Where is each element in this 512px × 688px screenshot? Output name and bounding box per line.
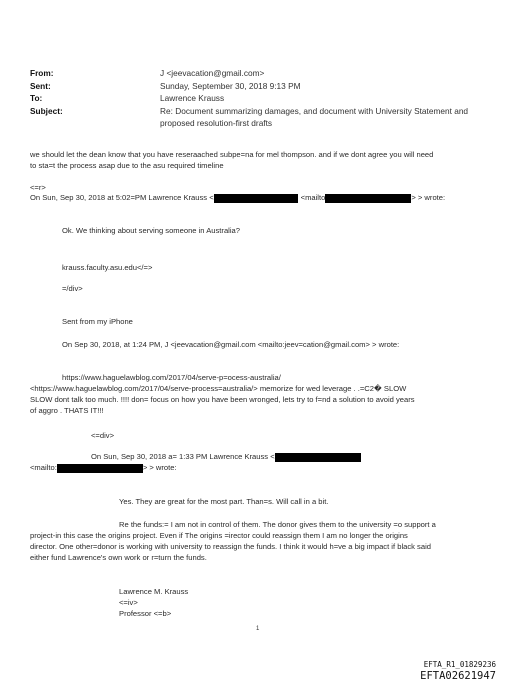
body-line-1: we should let the dean know that you have reseraached subpe=na for mel thompson. and if we dont agree you will need <box>30 150 434 159</box>
redaction-bar <box>57 464 143 473</box>
quote-header-1 <box>30 192 445 203</box>
from-label: From: <box>30 68 54 78</box>
funds-line-2: project-in this case the origins project. Even if The origins =irector could reassign them I am no longer the origins <box>30 531 408 540</box>
quote-header-3 <box>91 451 361 462</box>
efta-id-small: EFTA_R1_01829236 <box>423 660 496 669</box>
quote-header-1-prefix: On Sun, Sep 30, 2018 at 5:02=PM Lawrence Krauss < <box>30 193 214 202</box>
krauss-message-line: Ok. We thinking about serving someone in Australia? <box>62 226 240 235</box>
subject-line-1: Re: Document summarizing damages, and document with University Statement and <box>160 106 469 116</box>
quote-header-3-cont <box>30 462 177 473</box>
signature-title: Professor <=b> <box>119 609 172 618</box>
quote-header-3-suffix: > > wrote: <box>142 463 177 472</box>
page-number: 1 <box>256 626 260 632</box>
funds-line-1: Re the funds:= I am not in control of them. The donor gives them to the university =o support a <box>119 520 436 529</box>
funds-line-3: director. One other=donor is working with university to reassign the funds. I think it would h=ve a big impact if black said <box>30 542 431 551</box>
subject-line-2: proposed resolution-first drafts <box>160 118 273 128</box>
div-tag-line: =/div> <box>62 284 83 293</box>
to-value: Lawrence Krauss <box>160 93 225 103</box>
sent-value: Sunday, September 30, 2018 9:13 PM <box>160 81 301 91</box>
quote-header-3-prefix: On Sun, Sep 30, 2018 a= 1:33 PM Lawrence Krauss < <box>91 452 275 461</box>
redaction-bar <box>275 453 361 462</box>
j-message-line-1: https://www.haguelawblog.com/2017/04/serve-p=ocess-australia/ <box>62 373 281 382</box>
signature-tag: <=iv> <box>119 598 138 607</box>
efta-id-large: EFTA02621947 <box>420 670 496 682</box>
body-line-2: to sta=t the process asap due to the asu required timeline <box>30 161 224 170</box>
to-label: To: <box>30 93 43 103</box>
j-message-line-3: SLOW dont talk too much. !!!! don= focus on how you have been wronged, lets try to f=nd a solution to avoid years <box>30 395 415 404</box>
br-tag: <=r> <box>30 183 46 192</box>
signature-name: Lawrence M. Krauss <box>119 587 189 596</box>
subject-label: Subject: <box>30 106 63 116</box>
krauss-url-line: krauss.faculty.asu.edu</=> <box>62 263 153 272</box>
quote-header-1-suffix: > > wrote: <box>411 193 446 202</box>
redaction-bar <box>325 194 411 203</box>
sent-label: Sent: <box>30 81 51 91</box>
from-value: J <jeevacation@gmail.com> <box>160 68 265 78</box>
quote-header-2: On Sep 30, 2018, at 1:24 PM, J <jeevacation@gmail.com <mailto:jeev=cation@gmail.com> > wrote: <box>62 340 400 349</box>
sent-from-iphone: Sent from my iPhone <box>62 317 133 326</box>
quote-header-3-mailto: <mailto: <box>30 463 57 472</box>
redaction-bar <box>214 194 298 203</box>
funds-line-4: either fund Lawrence's own work or r=turn the funds. <box>30 553 207 562</box>
div-tag: <=div> <box>91 431 115 440</box>
j-message-line-4: of aggro . THATS IT!!! <box>30 406 104 415</box>
j-message-line-2: <https://www.haguelawblog.com/2017/04/serve-process=australia/> memorize for wed leverage . .=C2� SLOW <box>30 384 407 393</box>
krauss-reply-line: Yes. They are great for the most part. Than=s. Will call in a bit. <box>119 497 329 506</box>
quote-header-1-mailto: <mailto <box>300 193 326 202</box>
